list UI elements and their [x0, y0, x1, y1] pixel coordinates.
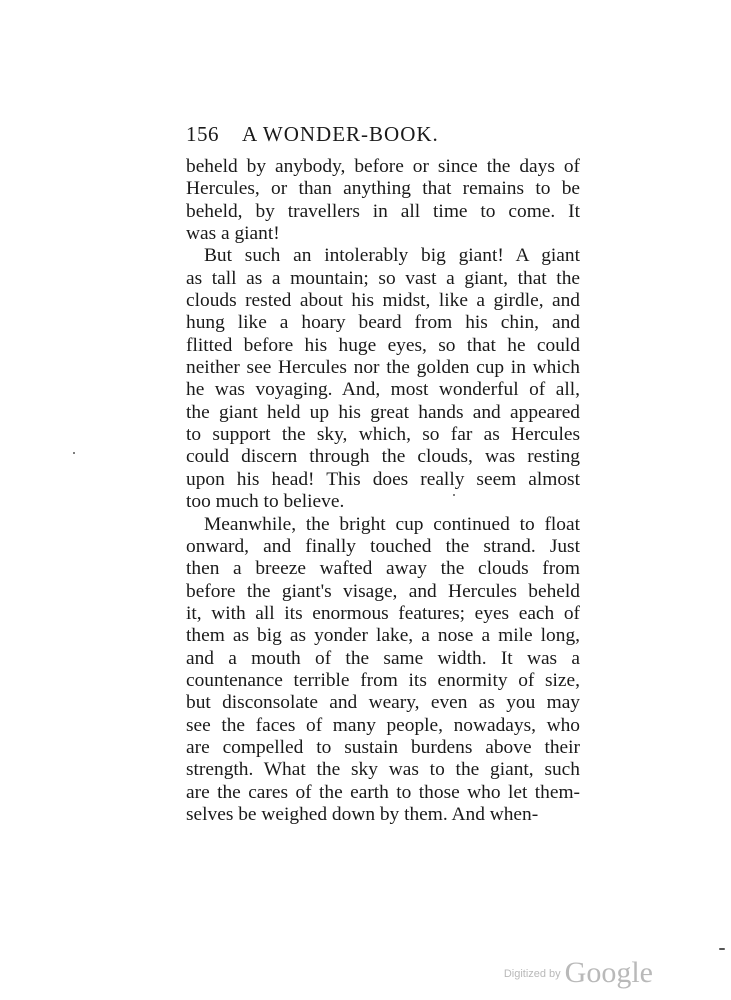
text-line: upon his head! This does really seem almost: [186, 468, 580, 490]
running-head: [186, 122, 586, 152]
text-line: are the cares of the earth to those who let them-: [186, 781, 580, 803]
text-line: clouds rested about his midst, like a girdle, and: [186, 290, 580, 312]
text-line: could discern through the clouds, was resting: [186, 446, 580, 468]
text-line: beheld, by travellers in all time to come. It: [186, 200, 580, 222]
text-line: the giant held up his great hands and appeared: [186, 401, 580, 423]
text-line: Meanwhile, the bright cup continued to float: [204, 513, 580, 535]
body-text: [186, 156, 580, 826]
scan-speck: [453, 494, 455, 496]
text-line: Hercules, or than anything that remains to be: [186, 178, 580, 200]
text-line: beheld by anybody, before or since the days of: [186, 156, 580, 177]
running-title: A WONDER-BOOK.: [242, 122, 439, 146]
text-line: too much to believe.: [186, 491, 345, 513]
text-line: to support the sky, which, so far as Hercules: [186, 424, 580, 446]
text-line: countenance terrible from its enormity of size,: [186, 669, 580, 691]
text-line: see the faces of many people, nowadays, who: [186, 714, 580, 736]
text-line: then a breeze wafted away the clouds from: [186, 558, 580, 580]
text-line: them as big as yonder lake, a nose a mile long,: [186, 625, 580, 647]
text-line: neither see Hercules nor the golden cup in which: [186, 357, 580, 379]
text-line: it, with all its enormous features; eyes each of: [186, 602, 580, 624]
text-line: But such an intolerably big giant! A giant: [204, 245, 580, 267]
text-line: he was voyaging. And, most wonderful of all,: [186, 379, 580, 401]
text-line: are compelled to sustain burdens above their: [186, 736, 580, 758]
page-number: 156: [186, 122, 219, 146]
scan-speck: [73, 452, 75, 454]
google-logo: Google: [564, 956, 653, 989]
text-line: and a mouth of the same width. It was a: [186, 647, 580, 669]
text-line: as tall as a mountain; so vast a giant, that the: [186, 267, 580, 289]
text-line: strength. What the sky was to the giant, such: [186, 759, 580, 781]
text-line: onward, and finally touched the strand. Just: [186, 535, 580, 557]
text-line: selves be weighed down by them. And when-: [186, 803, 539, 825]
text-line: but disconsolate and weary, even as you may: [186, 692, 580, 714]
text-line: before the giant's visage, and Hercules beheld: [186, 580, 580, 602]
paragraph: [186, 245, 580, 513]
paragraph: [186, 514, 580, 827]
text-line: hung like a hoary beard from his chin, and: [186, 312, 580, 334]
text-line: flitted before his huge eyes, so that he could: [186, 334, 580, 356]
watermark-prefix: Digitized by: [503, 968, 561, 980]
digitization-watermark: [504, 948, 653, 988]
paragraph: [186, 156, 580, 245]
text-line: was a giant!: [186, 223, 280, 245]
scan-speck: [719, 948, 725, 950]
